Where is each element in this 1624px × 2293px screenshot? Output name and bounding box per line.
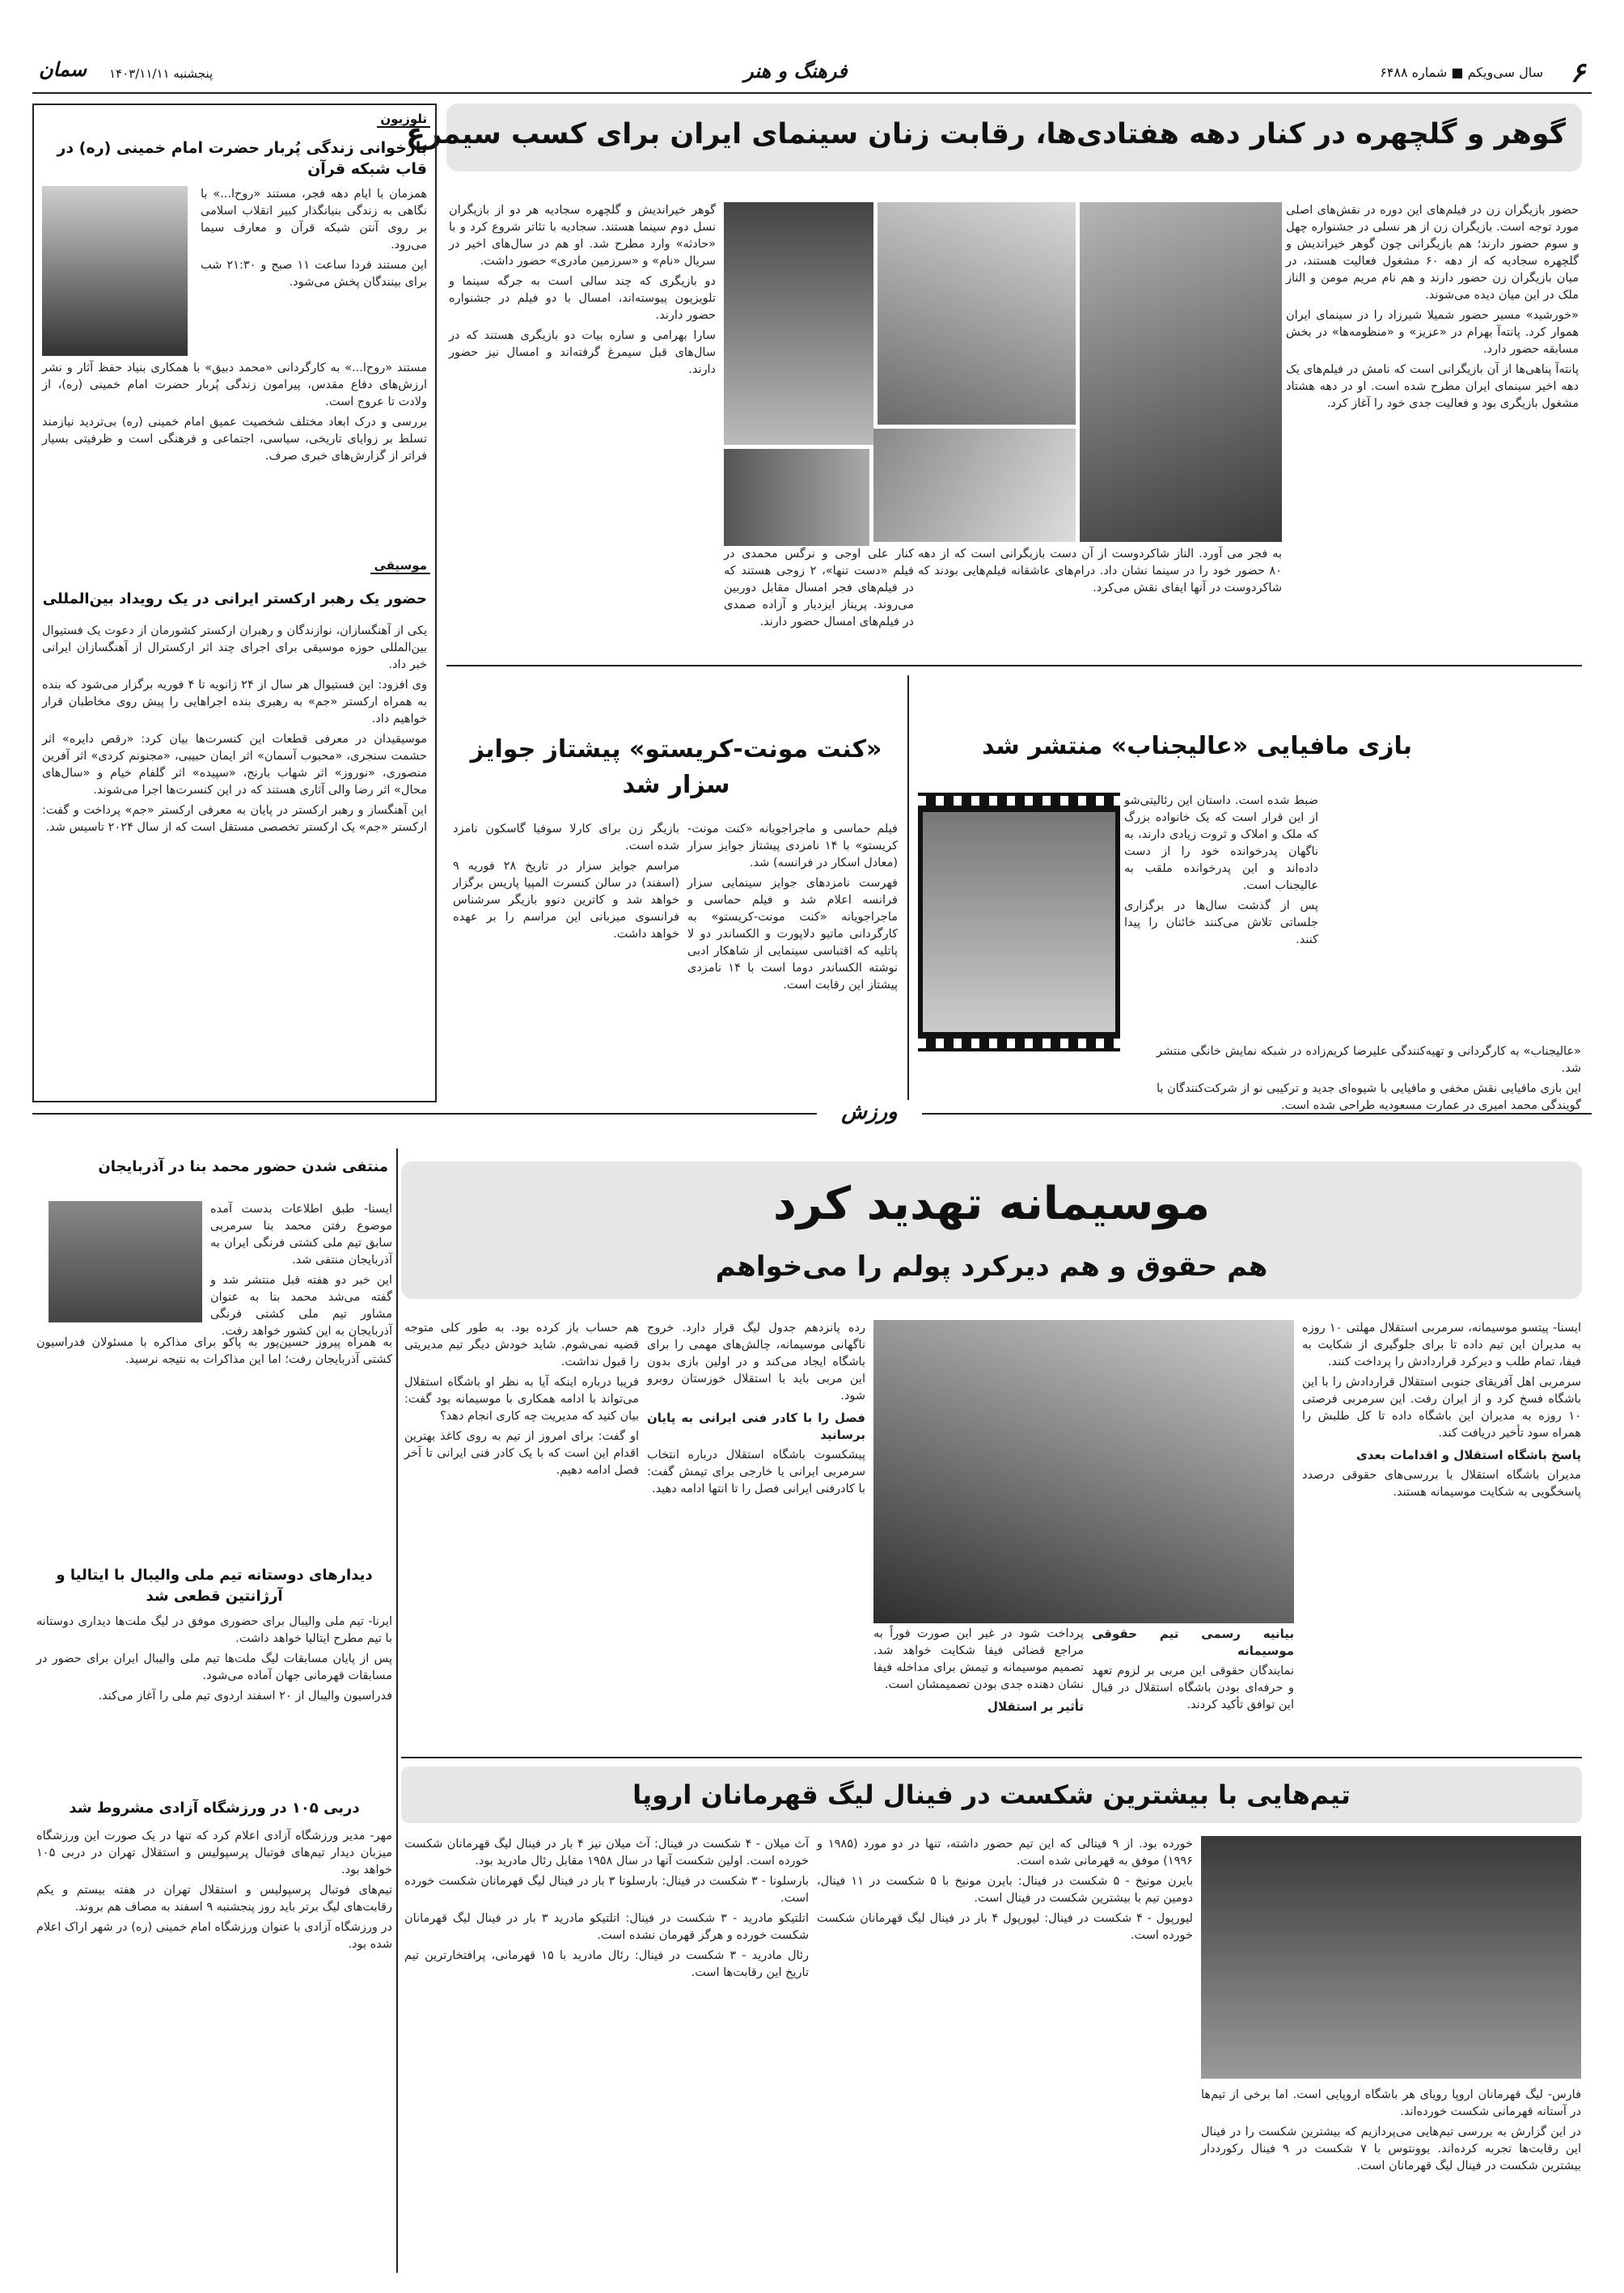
page-number: ۶ (1570, 57, 1585, 89)
article-paragraph: پس از پایان مسابقات لیگ ملت‌ها تیم ملی والیبال ایران برای حضور در مسابقات قهرمانی جهان آماده می‌شود. (36, 1652, 392, 1682)
article-paragraph: فهرست نامزدهای جوایز سینمایی سزار فرانسه اعلام شد و فیلم حماسی و ماجراجویانه «کنت مونت-کریستو» به کارگردانی ماتیو دلاپورت و الکساندر دو لا پاتلیه که اقتباسی سینمایی از شاهکار ادبی نوشته الکساندر دوما است با ۱۴ نامزدی پیشتاز این رقابت است. (687, 877, 898, 992)
article-paragraph: پرداخت شود در غیر این صورت فوراً به مراجع قضائی فیفا شکایت خواهد شد. تصمیم موسیمانه و تیمش برای مداخله فیفا نشان دهنده جدی بودن تصمیمشان است. (873, 1627, 1084, 1691)
mosimane-col-4 (647, 1320, 865, 1753)
main-headline-banner (405, 104, 1582, 171)
article-paragraph: فارس- لیگ قهرمانان اروپا رویای هر باشگاه اروپایی است. اما برخی از تیم‌ها در آستانه قهرمانی شکست خورده‌اند. (1201, 2088, 1581, 2118)
divider-main-bottom (446, 665, 1582, 666)
game-col-1 (1124, 793, 1318, 1060)
ucl-headline: تیم‌هایی با بیشترین شکست در فینال لیگ قهرمانان اروپا (632, 1779, 1351, 1810)
article-paragraph: در این گزارش به بررسی تیم‌هایی می‌پردازیم که بیشترین شکست را در فینال این رقابت‌ها تجربه کرده‌اند. یوونتوس با ۷ شکست در ۹ فینال رکورددار بیشترین شکست در فینال لیگ قهرمانان است. (1201, 2126, 1581, 2172)
article-paragraph: پس از گذشت سال‌ها در برگزاری جلساتی تلاش می‌کنند خائنان را پیدا کنند. (1124, 899, 1318, 946)
divider-ucl (401, 1757, 1582, 1758)
article-paragraph: «عالیجناب» به کارگردانی و تهیه‌کنندگی علیرضا کریم‌زاده در شبکه نمایش خانگی منتشر شد. (1157, 1045, 1581, 1075)
article-paragraph: پیشکسوت باشگاه استقلال درباره انتخاب سرمربی ایرانی یا خارجی برای تیمش گفت: با کادرفنی ایرانی فصل را تا انتها ادامه دهید. (647, 1449, 865, 1496)
mosimane-col-3 (873, 1626, 1084, 1751)
section-title: فرهنگ و هنر (744, 60, 848, 82)
photo-actress-smile (724, 449, 869, 546)
article-paragraph: به فجر می آورد. الناز شاکردوست از آن دست بازیگرانی است که از دهه ۸۰ حضور خود را در سینما نشان داد. درام‌های عاشقانه فیلم‌هایی بودند که شاکردوست در آنها ایفای نقش می‌کرد. (918, 548, 1282, 594)
mosimane-sub-3: تأثیر بر استقلال (988, 1699, 1084, 1714)
derby-headline: دربی ۱۰۵ در ورزشگاه آزادی مشروط شد (69, 1800, 360, 1817)
bena-headline: منتفی شدن حضور محمد بنا در آذربایجان (98, 1158, 388, 1175)
article-paragraph: دو بازیگری که چند سالی است به جرگه سینما و تلویزیون پیوسته‌اند، امسال با دو فیلم در جشنواره حضور دارند. (449, 275, 716, 322)
article-paragraph: تیم‌های فوتبال پرسپولیس و استقلال تهران در هفته بیستم و یکم رقابت‌های لیگ برتر باید روز پنجشنبه ۹ اسفند به مصاف هم بروند. (36, 1884, 392, 1914)
article-paragraph: رده پانزدهم جدول لیگ قرار دارد. خروج ناگهانی موسیمانه، چالش‌های مهمی را برای باشگاه ایجاد می‌کند و در اولین بازی بدون این مربی باید با استقلال خوزستان روبرو شود. (647, 1322, 865, 1402)
photo-actress-glasses (878, 202, 1076, 425)
music-headline: حضور یک رهبر ارکستر ایرانی در یک رویداد بین‌المللی (42, 590, 427, 607)
music-body (42, 623, 427, 1096)
ucl-col-2 (817, 1836, 1193, 2269)
article-paragraph: این مستند فردا ساعت ۱۱ صبح و ۲۱:۳۰ شب برای بینندگان پخش می‌شود. (201, 259, 427, 289)
tv-headline: بازخوانی زندگی پُربار حضرت امام خمینی (ره) در قاب شبکه قرآن (57, 139, 427, 178)
article-paragraph: بررسی و درک ابعاد مختلف شخصیت عمیق امام خمینی (ره) بی‌تردید نیازمند تسلط بر زوایای تاریخی، سیاسی، اجتماعی و فرهنگی است و ظرفیتی بسیار فراتر از گزارش‌های خبری صرف. (42, 416, 427, 463)
mosimane-sub-1: پاسخ باشگاه استقلال و اقدامات بعدی (1356, 1448, 1581, 1462)
article-paragraph: پانته‌آ پناهی‌ها از آن بازیگرانی است که نامش در فیلم‌های یک دهه اخیر سینمای ایران مطرح شده است. او در دهه هشتاد مشغول بازیگری بود و فعالیت جدی خود را آغاز کرد. (1286, 363, 1579, 410)
article-paragraph: سرمربی اهل آفریقای جنوبی استقلال قراردادش را با این باشگاه فسخ کرد و از ایران رفت. این سرمربی فرصتی ۱۰ روزه به مدیران این باشگاه داده تا کل طلبش را همراه سود تأخیر دریافت کند. (1302, 1376, 1581, 1440)
bena-body-a (210, 1201, 392, 1338)
article-paragraph: این بازی مافیایی نقش مخفی و مافیایی با شیوه‌ای جدید و ترکیبی نو از شرکت‌کنندگان با گویندگی محمد امیری در عمارت مسعودیه طراحی شده است. (1157, 1082, 1581, 1112)
divider-vertical-mid (907, 675, 909, 1104)
ucl-col-3 (404, 1836, 809, 2269)
article-paragraph: اتلتیکو مادرید - ۳ شکست در فینال: اتلتیکو مادرید ۳ بار در فینال لیگ قهرمانان شکست خورده و هرگز قهرمان نشده است. (404, 1912, 809, 1942)
volleyball-body (36, 1614, 392, 1783)
game-col-2 (1157, 1043, 1581, 1112)
article-paragraph: به همراه پیروز حسین‌پور به پاکو برای مذاکره با مسئولان فدراسیون کشتی آذربایجان رفت؛ اما این مذاکرات به نتیجه نرسید. (36, 1336, 392, 1366)
sport-rule (32, 1113, 1592, 1115)
mosimane-col-2 (1092, 1626, 1294, 1751)
photo-game-cast (923, 812, 1115, 1032)
photo-actress-portrait (873, 429, 1076, 542)
bena-body-b (36, 1335, 392, 1557)
header-rule (32, 92, 1592, 94)
cesar-col-1 (687, 821, 898, 1104)
article-paragraph: خورده بود. از ۹ فینالی که این تیم حضور داشته، تنها در دو مورد (۱۹۸۵ و ۱۹۹۶) موفق به قهرمانی شده است. (817, 1838, 1193, 1868)
volleyball-headline: دیدارهای دوستانه تیم ملی والیبال با ایتالیا و آرژانتین قطعی شد (56, 1567, 373, 1605)
photo-ucl-final (1201, 1836, 1581, 2079)
main-col-3b (724, 546, 914, 655)
article-paragraph: لیورپول - ۴ شکست در فینال: لیورپول ۴ بار در فینال لیگ قهرمانان شکست خورده است. (817, 1912, 1193, 1942)
article-paragraph: فریبا درباره اینکه آیا به نظر او باشگاه استقلال می‌تواند با ادامه همکاری با موسیمانه بود گفت: بیان کنید که مدیریت چه کاری انجام دهد؟ (404, 1376, 639, 1423)
music-tag: موسیقی (370, 558, 430, 574)
article-paragraph: «خورشید» مسیر حضور شمیلا شیرزاد را در سینمای ایران هموار کرد. پانته‌آ بهرام در «عزیز» و «منظومه‌ها» در بخش مسابقه حضور دارد. (1286, 309, 1579, 356)
photo-woman-scarf (1080, 202, 1282, 542)
article-paragraph: گوهر خیراندیش و گلچهره سجادیه هر دو از بازیگران نسل دوم سینما هستند. سجادیه با تئاتر شروع کرد و با «حادثه» وارد مطرح شد. او هم در سال‌های اخیر در سریال «نام» و «سرزمین مادری» حضور داشت. (449, 204, 716, 268)
article-paragraph: ایسنا- طبق اطلاعات بدست آمده موضوع رفتن محمد بنا سرمربی سابق تیم ملی کشتی فرنگی ایران به آذربایجان منتفی شد. (210, 1203, 392, 1267)
mosimane-headline: موسیمانه تهدید کرد (772, 1178, 1211, 1230)
sport-section-title: ورزش (817, 1100, 922, 1124)
article-paragraph: کنار علی اوجی و نرگس محمدی در فیلم «دست تنها»، ۲ زوجی هستند که در فیلم‌های فجر امسال مقابل دوربین می‌روند. پریناز ایزدیار و آزاده صمدی در فیلم‌های امسال حضور دارند. (724, 548, 914, 628)
game-photo-filmstrip (918, 793, 1120, 1051)
photo-imam-khomeini (42, 186, 188, 356)
tv-body-b (42, 360, 427, 554)
article-paragraph: یکی از آهنگسازان، نوازندگان و رهبران ارکستر کشورمان از دعوت یک فستیوال بین‌المللی حوزه موسیقی برای اجرای چند اثر ارکسترال از آهنگسازان ایرانی خبر داد. (42, 624, 427, 671)
mosimane-col-5 (404, 1320, 639, 1753)
mosimane-sub-4: فصل را با کادر فنی ایرانی به پایان برسانید (647, 1411, 865, 1442)
cesar-col-2 (453, 821, 679, 1104)
newspaper-logo: سمان (39, 58, 87, 81)
article-paragraph: رئال مادرید - ۳ شکست در فینال: رئال مادرید با ۱۵ قهرمانی، پرافتخارترین تیم تاریخ این رقابت‌ها است. (404, 1949, 809, 1979)
main-headline: گوهر و گلچهره در کنار دهه هفتادی‌ها، رقابت زنان سینمای ایران برای کسب سیمرغ (405, 118, 1566, 150)
article-paragraph: همزمان با ایام دهه فجر، مستند «روح‌ا...» با نگاهی به زندگی بنیانگذار کبیر انقلاب اسلامی بر روی آنتن شبکه قرآن و معارف سیما می‌رود. (201, 188, 427, 252)
article-paragraph: ضبط شده است. داستان این رئالیتی‌شو از این قرار است که یک خانواده بزرگ که ملک و املاک و ثروت زیادی دارند، به ناگهان پدرخوانده خود را از دست داده‌اند و این پدرخوانده ملقب به عالیجناب است. (1124, 794, 1318, 892)
article-paragraph: در ورزشگاه آزادی با عنوان ورزشگاه امام خمینی (ره) در شهر اراک اعلام شده بود. (36, 1921, 392, 1951)
divider-vertical-sport (396, 1149, 398, 2273)
article-paragraph: مدیران باشگاه استقلال با بررسی‌های حقوقی درصدد پاسخگویی به شکایت موسیمانه هستند. (1302, 1469, 1581, 1499)
article-paragraph: مراسم جوایز سزار در تاریخ ۲۸ فوریه ۹ (اسفند) در سالن کنسرت المپیا پاریس برگزار خواهد شد و کاترین دنوو بازیگر سرشناس فرانسوی میزبانی این مراسم را بر عهده خواهد داشت. (453, 860, 679, 941)
derby-body (36, 1828, 392, 2265)
left-column-box (32, 104, 437, 1102)
main-col-1 (1286, 202, 1579, 651)
tv-tag: تلوزیون (377, 112, 430, 128)
article-paragraph: هم حساب باز کرده بود. به طور کلی متوجه قضیه نمی‌شوم. شاید خودش دیگر تیم مدیریتی را قبول نداشت. (404, 1322, 639, 1369)
main-col-2 (449, 202, 716, 655)
article-paragraph: بایرن مونیخ - ۵ شکست در فینال: بایرن مونیخ با ۵ شکست در ۱۱ فینال، دومین تیم با بیشترین شکست در فینال است. (817, 1875, 1193, 1905)
photo-actress-headscarf (724, 202, 873, 445)
ucl-banner (401, 1766, 1582, 1823)
mosimane-col-1 (1302, 1320, 1581, 1611)
photo-mosimane (873, 1320, 1294, 1623)
cesar-headline: «کنت مونت-کریستو» پیشتاز جوایز سزار شد (470, 735, 882, 799)
article-paragraph: مستند «روح‌ا...» به کارگردانی «محمد دبیق» با همکاری بنیاد حفظ آثار و نشر ارزش‌های دفاع مقدس، پیرامون زندگی پُربار حضرت امام خمینی (ره)، از ولادت تا عروج است. (42, 362, 427, 408)
game-headline: بازی مافیایی «عالیجناب» منتشر شد (981, 732, 1413, 760)
article-paragraph: آث میلان - ۴ شکست در فینال: آث میلان نیز ۴ بار در فینال لیگ قهرمانان شکست خورده است. اولین شکست آنها در سال ۱۹۵۸ مقابل رئال مادرید بود. (404, 1838, 809, 1868)
photo-mohammad-bena (49, 1201, 202, 1322)
article-paragraph: فدراسیون والیبال از ۲۰ اسفند اردوی تیم ملی را آغاز می‌کند. (98, 1690, 392, 1703)
article-paragraph: حضور بازیگران زن در فیلم‌های این دوره در نقش‌های اصلی مورد توجه است. بازیگران زن از هر نسلی در جشنواره چهل و سوم حضور دارند؛ هم بازیگرانی چون گوهر خیراندیش و گلچهره سجادیه که از دهه ۶۰ مشغول فعالیت هستند، در میان بازیگران زن حضور دارند و هم نام مریم مومن و الناز ملک در این میان دیده می‌شوند. (1286, 204, 1580, 302)
article-paragraph: موسیقیدان در معرفی قطعات این کنسرت‌ها بیان کرد: «رقص دایره» اثر حشمت سنجری، «محبوب آسمان» اثر ایمان حبیبی، «مجنونم کردی» اثر آفرین منصوری، «نوروز» اثر شهاب بارنج، «سپیده» اثر گلفام خیام و «سال‌های محال» اثر رضا والی آثاری هستند که در این کنسرت‌ها اجرا می‌شوند. (42, 733, 427, 797)
article-paragraph: بارسلونا - ۳ شکست در فینال: بارسلونا ۳ بار در فینال لیگ قهرمانان شکست خورده است. (404, 1875, 809, 1905)
article-paragraph: این آهنگساز و رهبر ارکستر در پایان به معرفی ارکستر «جم» پرداخت و گفت: ارکستر «جم» یک ارکستر تخصصی مستقل است که از سال ۲۰۲۴ تاسیس شد. (42, 804, 427, 834)
article-paragraph: ایرنا- تیم ملی والیبال برای حضوری موفق در لیگ ملت‌ها دیداری دوستانه با تیم مطرح ایتالیا خواهد داشت. (36, 1615, 392, 1645)
issue-date: پنجشنبه ۱۴۰۳/۱۱/۱۱ (109, 66, 214, 81)
article-paragraph: این خبر دو هفته قبل منتشر شد و گفته می‌شد محمد بنا به عنوان مشاور تیم ملی کشتی فرنگی آذربایجان به این کشور خواهد رفت. (210, 1274, 392, 1338)
article-paragraph: او گفت: برای امروز از تیم به روی کاغذ بهترین اقدام این است که با یک کادر فنی ایرانی تا آخر فصل ادامه دهیم. (404, 1430, 639, 1477)
article-paragraph: بازیگر زن برای کارلا سوفیا گاسکون نامزد شده است. (453, 823, 679, 852)
page-header (32, 57, 1592, 92)
tv-body-a (201, 186, 427, 356)
article-paragraph: نمایندگان حقوقی این مربی بر لزوم تعهد و حرفه‌ای بودن باشگاه استقلال در قبال این توافق تأکید کردند. (1092, 1665, 1294, 1711)
issue-info: سال سی‌ویکم ■ شماره ۶۴۸۸ (1380, 65, 1543, 80)
mosimane-banner (401, 1161, 1582, 1299)
mosimane-subheadline: هم حقوق و هم دیرکرد پولم را می‌خواهم (715, 1250, 1268, 1283)
article-paragraph: وی افزود: این فستیوال هر سال از ۲۴ ژانویه تا ۴ فوریه برگزار می‌شود که بنده به همراه ارکستر «جم» به رهبری بنده اجراهایی را پیش روی مخاطبان قرار خواهیم داد. (42, 679, 428, 726)
mosimane-sub-2: بیانیه رسمی تیم حقوقی موسیمانه (1092, 1627, 1294, 1658)
ucl-col-1 (1201, 2087, 1581, 2269)
article-paragraph: ایسنا- پیتسو موسیمانه، سرمربی استقلال مهلتی ۱۰ روزه به مدیران این تیم داده تا برای جلوگیری از شکایت به فیفا، تمام طلب و دیرکرد قراردادش را پرداخت کنند. (1302, 1322, 1581, 1369)
main-col-3a (918, 546, 1282, 655)
article-paragraph: مهر- مدیر ورزشگاه آزادی اعلام کرد که تنها در یک صورت این ورزشگاه میزبان دیدار تیم‌های فوتبال پرسپولیس و استقلال تهران در دربی ۱۰۵ خواهد بود. (36, 1830, 392, 1876)
article-paragraph: سارا بهرامی و ساره بیات دو بازیگری هستند که در سال‌های قبل سیمرغ گرفته‌اند و امسال نیز حضور دارند. (449, 329, 716, 376)
article-paragraph: فیلم حماسی و ماجراجویانه «کنت مونت-کریستو» با ۱۴ نامزدی پیشتاز جوایز سزار (معادل اسکار در فرانسه) شد. (687, 823, 898, 869)
